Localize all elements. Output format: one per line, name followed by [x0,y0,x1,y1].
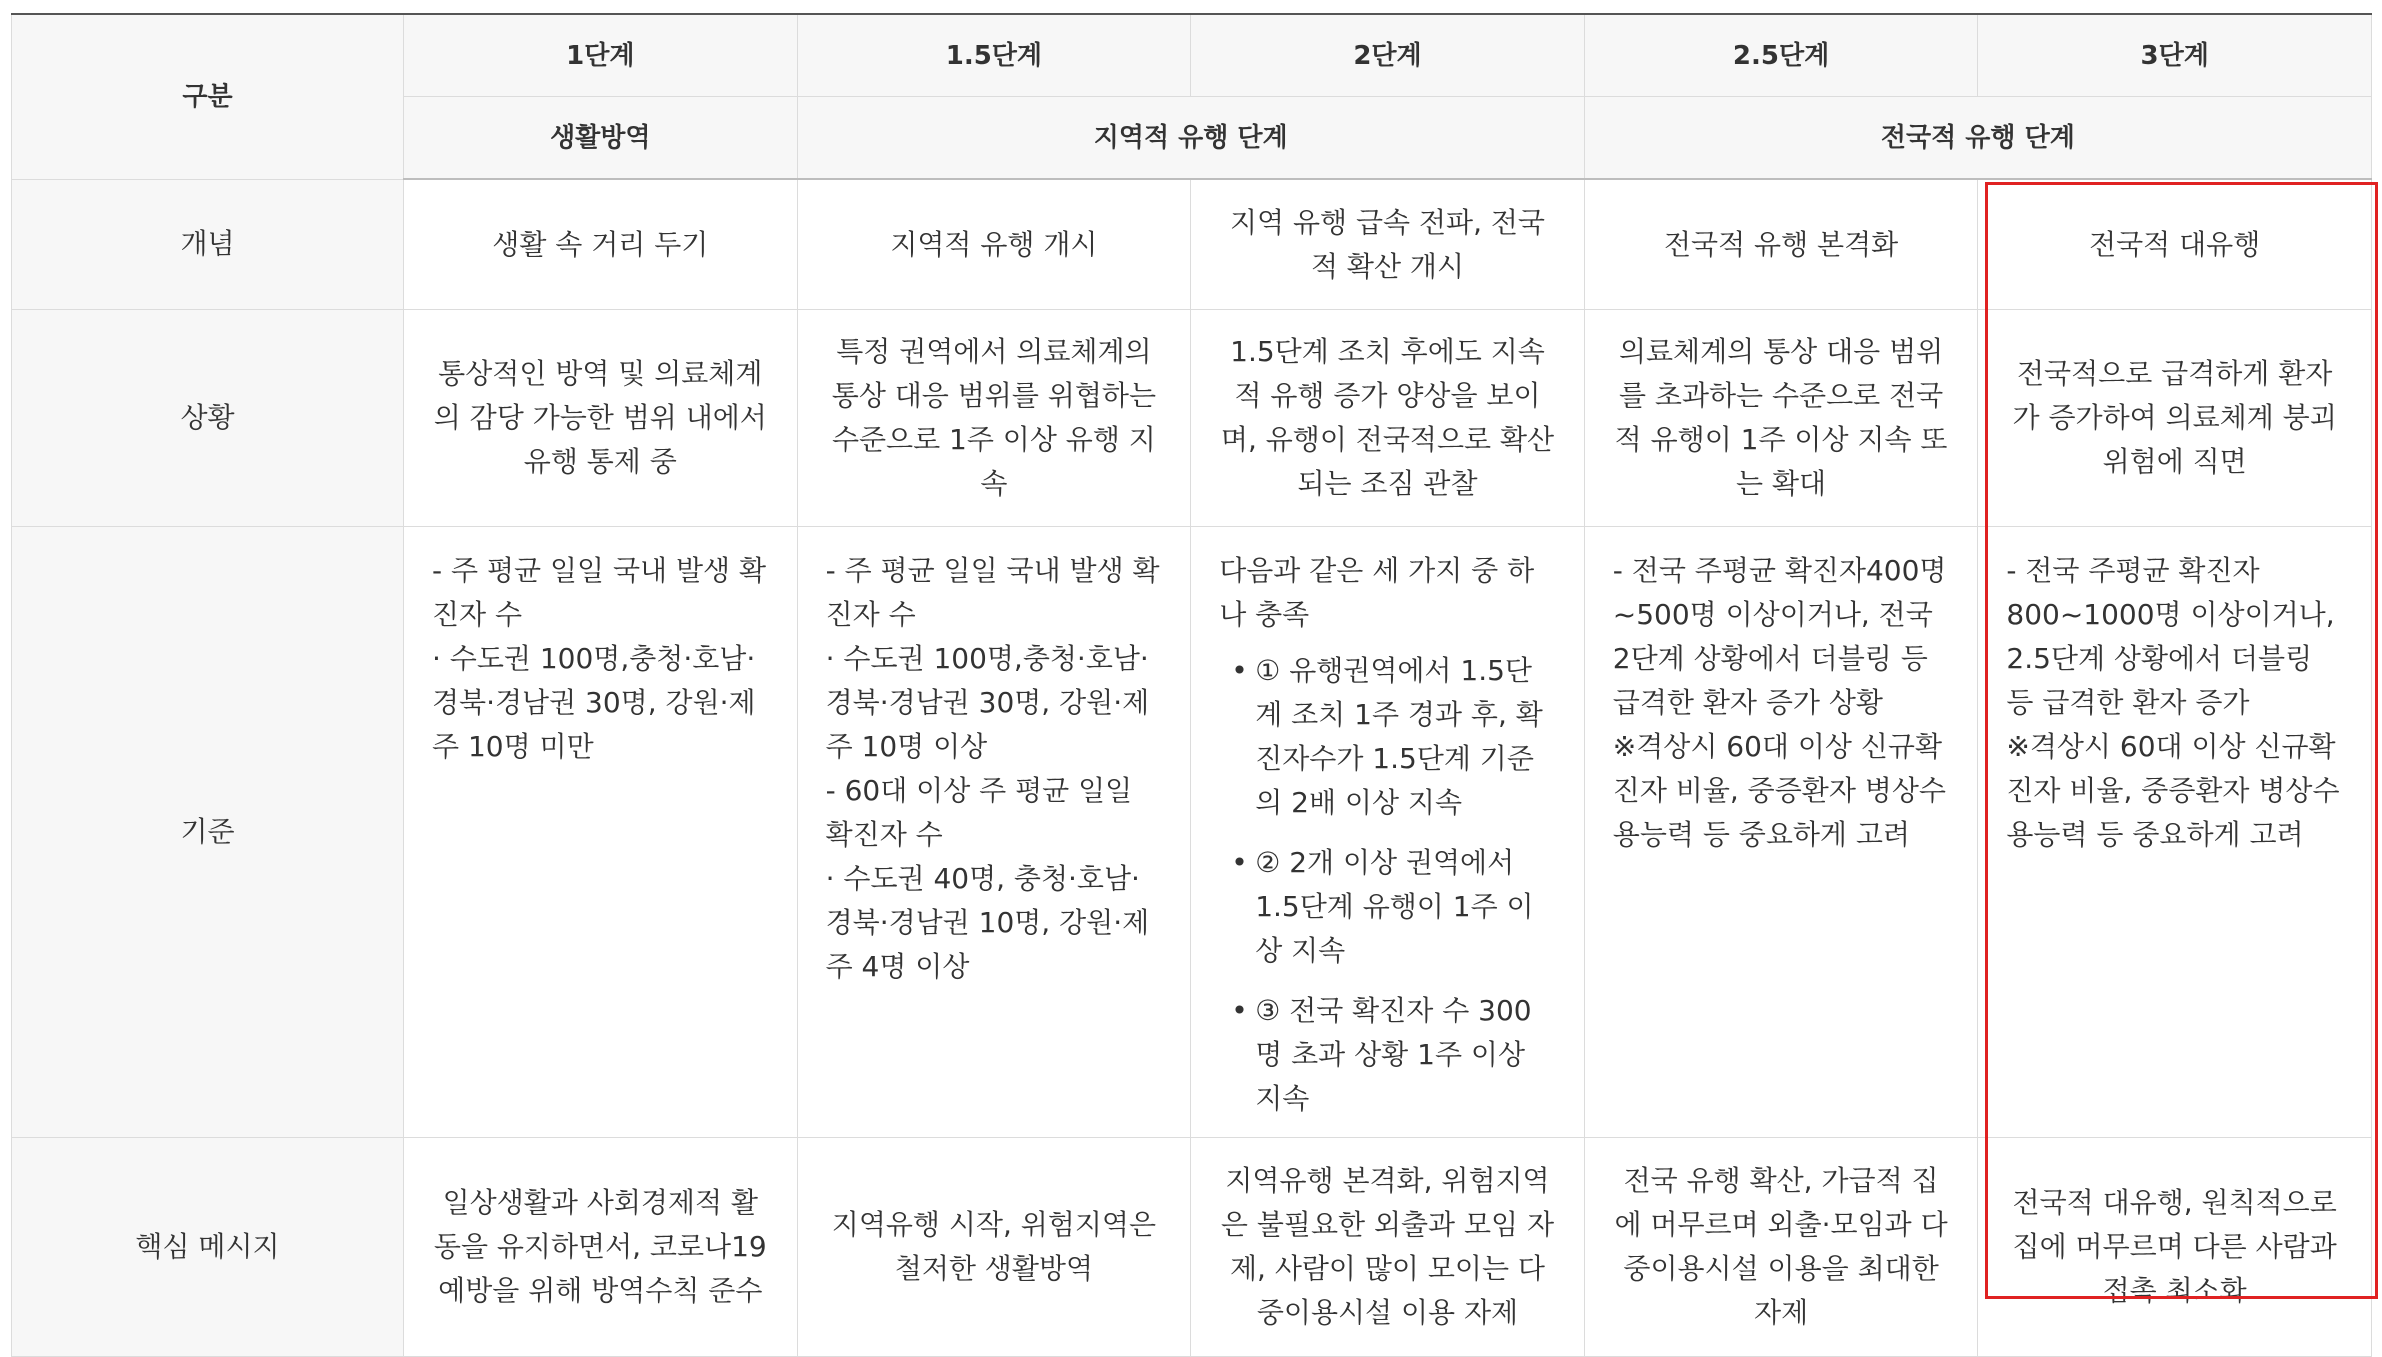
situation-row [12,310,2372,527]
message-row [12,1138,2372,1357]
list-item: • ② 2개 이상 권역에서 1.5단계 유행이 1주 이상 지속 [1237,841,1556,973]
criteria-text: · 수도권 100명,충청·호남·경북·경남권 30명, 강원·제주 10명 이상 [825,642,1150,763]
stage-1-header: 1단계 [404,14,798,97]
situation-stage-3: 전국적으로 급격하게 환자가 증가하여 의료체계 붕괴 위험에 직면 [1978,310,2372,527]
criteria-intro: 다음과 같은 세 가지 중 하나 충족 [1219,554,1535,631]
concept-stage-3: 전국적 대유행 [1978,179,2372,310]
concept-row [12,179,2372,310]
message-label: 핵심 메시지 [12,1138,404,1357]
criteria-text: - 주 평균 일일 국내 발생 확진자 수 [432,554,766,631]
concept-stage-1-5: 지역적 유행 개시 [797,179,1191,310]
stage-2-5-header: 2.5단계 [1584,14,1978,97]
message-stage-3: 전국적 대유행, 원칙적으로 집에 머무르며 다른 사람과 접촉 최소화 [1978,1138,2372,1357]
group-nationwide-outbreak: 전국적 유행 단계 [1584,97,2371,180]
stage-1-5-header: 1.5단계 [797,14,1191,97]
criteria-stage-2 [1191,527,1585,1138]
message-stage-2: 지역유행 본격화, 위험지역은 불필요한 외출과 모임 자제, 사람이 많이 모이는 다중이용시설 이용 자제 [1191,1138,1585,1357]
concept-stage-2-5: 전국적 유행 본격화 [1584,179,1978,310]
list-item: • ① 유행권역에서 1.5단계 조치 1주 경과 후, 확진자수가 1.5단계 기준의 2배 이상 지속 [1237,649,1556,825]
concept-label: 개념 [12,179,404,310]
criteria-text: · 수도권 100명,충청·호남·경북·경남권 30명, 강원·제주 10명 미만 [432,642,756,763]
criteria-label: 기준 [12,527,404,1138]
stage-3-header: 3단계 [1978,14,2372,97]
message-stage-1-5: 지역유행 시작, 위험지역은 철저한 생활방역 [797,1138,1191,1357]
stage-2-header: 2단계 [1191,14,1585,97]
message-stage-1: 일상생활과 사회경제적 활동을 유지하면서, 코로나19 예방을 위해 방역수칙 준수 [404,1138,798,1357]
list-item: • ③ 전국 확진자 수 300명 초과 상황 1주 이상 지속 [1237,989,1556,1121]
criteria-text: ※격상시 60대 이상 신규확진자 비율, 중증환자 병상수용능력 등 중요하게 고려 [2006,730,2340,851]
criteria-list [1219,649,1556,1121]
criteria-text: · 수도권 40명, 충청·호남·경북·경남권 10명, 강원·제주 4명 이상 [825,862,1150,983]
criteria-stage-3 [1978,527,2372,1138]
criteria-text: - 주 평균 일일 국내 발생 확진자 수 [825,554,1160,631]
criteria-text: - 전국 주평균 확진자 800~1000명 이상이거나, 2.5단계 상황에서 더블링 등 급격한 환자 증가 [2006,554,2335,719]
criteria-stage-1 [404,527,798,1138]
stage-table-container [11,13,2371,1357]
concept-stage-1: 생활 속 거리 두기 [404,179,798,310]
criteria-text: ※격상시 60대 이상 신규확진자 비율, 중증환자 병상수용능력 등 중요하게 고려 [1612,730,1946,851]
header-row-stages [12,14,2372,97]
criteria-text: - 60대 이상 주 평균 일일 확진자 수 [825,774,1133,851]
criteria-stage-1-5 [797,527,1191,1138]
situation-stage-2: 1.5단계 조치 후에도 지속적 유행 증가 양상을 보이며, 유행이 전국적으로 확산되는 조짐 관찰 [1191,310,1585,527]
situation-stage-2-5: 의료체계의 통상 대응 범위를 초과하는 수준으로 전국적 유행이 1주 이상 지속 또는 확대 [1584,310,1978,527]
group-regional-outbreak: 지역적 유행 단계 [797,97,1584,180]
distancing-stage-table [11,13,2372,1357]
group-daily-prevention: 생활방역 [404,97,798,180]
message-stage-2-5: 전국 유행 확산, 가급적 집에 머무르며 외출·모임과 다중이용시설 이용을 최대한 자제 [1584,1138,1978,1357]
situation-stage-1-5: 특정 권역에서 의료체계의 통상 대응 범위를 위협하는 수준으로 1주 이상 유행 지속 [797,310,1191,527]
concept-stage-2: 지역 유행 급속 전파, 전국적 확산 개시 [1191,179,1585,310]
criteria-stage-2-5 [1584,527,1978,1138]
criteria-text: - 전국 주평균 확진자400명 ~500명 이상이거나, 전국 2단계 상황에서 더블링 등 급격한 환자 증가 상황 [1612,554,1947,719]
situation-label: 상황 [12,310,404,527]
category-header: 구분 [12,14,404,179]
situation-stage-1: 통상적인 방역 및 의료체계의 감당 가능한 범위 내에서 유행 통제 중 [404,310,798,527]
criteria-row [12,527,2372,1138]
